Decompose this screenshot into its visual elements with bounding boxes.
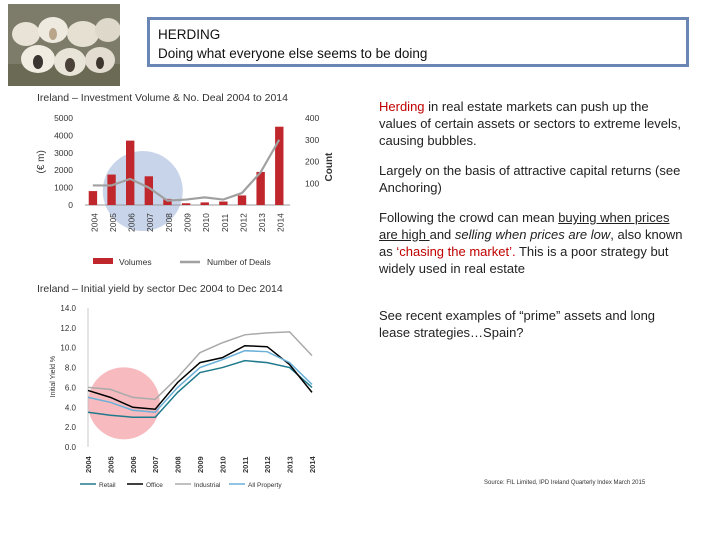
x-tick-label: 2007 [145, 213, 156, 232]
y-tick-label: 4000 [54, 130, 73, 141]
x-tick-label: 2007 [151, 456, 161, 473]
x-tick-label: 2005 [106, 456, 116, 473]
selling-low-phrase: selling when prices are low [454, 227, 611, 242]
x-tick-label: 2011 [240, 456, 250, 473]
volume-bar [89, 191, 97, 205]
y-tick-label: 10.0 [60, 343, 76, 353]
x-tick-label: 2010 [201, 213, 212, 232]
x-tick-label: 2004 [84, 456, 93, 473]
x-tick-label: 2008 [173, 456, 183, 473]
y2-tick-label: 400 [305, 113, 320, 123]
paragraph-3 [379, 209, 684, 277]
source-note: Source: FIL Limited, IPD Ireland Quarterly Index March 2015 [484, 480, 646, 486]
title-line-1: HERDING [158, 27, 221, 42]
volume-bar [201, 202, 209, 205]
volume-bar [107, 175, 115, 205]
x-tick-label: 2009 [196, 456, 205, 473]
x-tick-label: 2014 [275, 213, 286, 232]
x-tick-label: 2009 [182, 213, 193, 232]
x-tick-label: 2008 [163, 213, 174, 232]
x-tick-label: 2012 [238, 213, 249, 232]
paragraph-1-rest: in real estate markets can push up the values of certain assets or sectors to extreme levels, causing bubbles. [379, 99, 682, 148]
legend-label: Retail [99, 482, 116, 489]
chasing-market-phrase: ‘chasing the market’. [396, 244, 516, 259]
y-tick-label: 0 [68, 200, 73, 210]
y-axis-label: Initial Yield % [50, 355, 57, 398]
y-tick-label: 2000 [54, 165, 73, 176]
legend-label: Industrial [194, 482, 221, 489]
paragraph-2: Largely on the basis of attractive capital returns (see Anchoring) [379, 163, 681, 195]
x-tick-label: 2006 [126, 213, 137, 232]
y-tick-label: 14.0 [60, 304, 76, 313]
title-box [147, 17, 689, 67]
x-tick-label: 2011 [219, 213, 230, 232]
legend-label: Office [146, 482, 163, 489]
investment-volume-chart [30, 108, 340, 273]
x-tick-label: 2006 [128, 456, 138, 473]
title-line-2: Doing what everyone else seems to be doing [158, 46, 428, 61]
y-tick-label: 5000 [54, 113, 73, 123]
chart1-title: Ireland – Investment Volume & No. Deal 2004 to 2014 [37, 92, 288, 104]
x-tick-label: 2013 [257, 213, 268, 232]
legend-label: All Property [248, 482, 282, 489]
x-tick-label: 2010 [218, 456, 228, 473]
x-tick-label: 2013 [285, 456, 295, 473]
y-tick-label: 8.0 [64, 363, 76, 373]
sheep-photo-icon [8, 4, 120, 86]
herding-term: Herding [379, 99, 425, 114]
x-tick-label: 2012 [263, 456, 273, 473]
y2-tick-label: 300 [305, 134, 320, 145]
y-axis-label: (€ m) [36, 150, 47, 174]
y-tick-label: 12.0 [60, 323, 76, 333]
volume-bar [126, 141, 134, 205]
paragraph-1 [379, 98, 684, 149]
y2-axis-label: Count [324, 152, 335, 182]
x-tick-label: 2004 [89, 213, 100, 232]
y-tick-label: 6.0 [64, 383, 76, 393]
y-tick-label: 1000 [54, 182, 73, 193]
y-tick-label: 3000 [54, 147, 73, 158]
paragraph-3-g: This is a poor strategy but widely used in real estate [379, 244, 669, 276]
y-tick-label: 0.0 [64, 443, 76, 452]
initial-yield-chart [30, 300, 330, 492]
legend-swatch-volumes [93, 258, 113, 264]
volume-bar [219, 202, 227, 205]
legend-label-volumes: Volumes [119, 257, 152, 267]
buying-high-phrase: buying when prices are high [379, 210, 670, 242]
y2-tick-label: 100 [305, 178, 320, 189]
sheep-photo [8, 4, 120, 86]
y2-tick-label: 200 [305, 156, 320, 167]
y-tick-label: 2.0 [64, 423, 76, 433]
chart2-title: Ireland – Initial yield by sector Dec 2004 to Dec 2014 [37, 283, 283, 295]
x-tick-label: 2014 [308, 456, 317, 473]
x-tick-label: 2005 [107, 213, 118, 232]
legend-label-deals: Number of Deals [207, 257, 271, 267]
volume-bar [275, 127, 283, 205]
paragraph-3-a: Following the crowd can mean [379, 210, 559, 225]
volume-bar [238, 195, 246, 205]
paragraph-3-e: , also known as [379, 227, 683, 259]
y-tick-label: 4.0 [64, 403, 76, 413]
paragraph-4: See recent examples of “prime” assets and long lease strategies…Spain? [379, 308, 656, 340]
volume-bar [182, 203, 190, 205]
paragraph-3-c: and [429, 227, 455, 242]
